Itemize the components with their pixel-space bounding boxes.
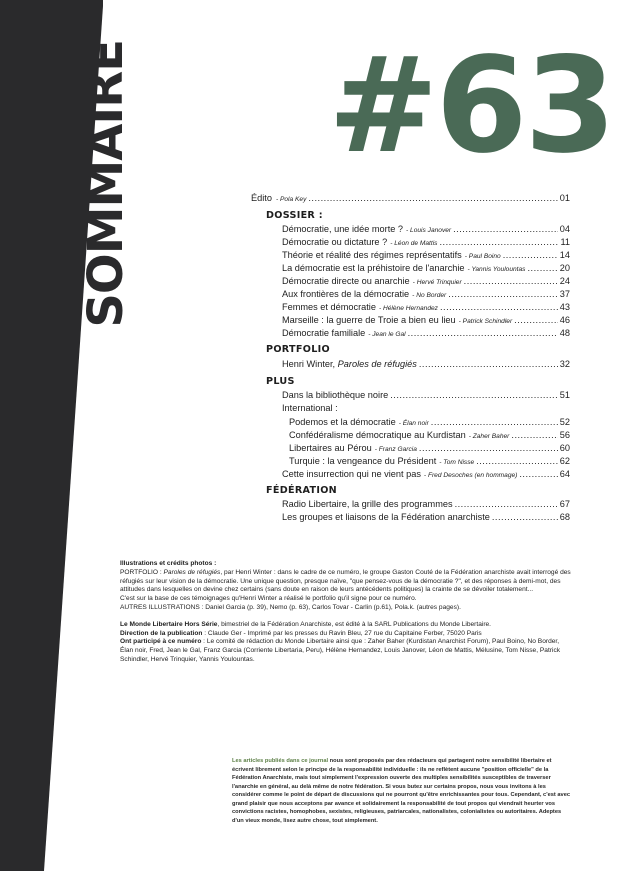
dot-leader xyxy=(476,456,558,466)
credits-other-illustrations: AUTRES ILLUSTRATIONS : Daniel Garcia (p. 39), Nemo (p. 63), Carlos Tovar - Carlin (p.61), Pola.k. (autres pages). xyxy=(120,603,461,611)
toc-item[interactable] xyxy=(282,469,570,479)
credits-heading-text: Illustrations et crédits photos : xyxy=(120,560,217,567)
dot-leader xyxy=(431,417,558,427)
toc-item-page: 20 xyxy=(559,263,570,273)
toc-item-page: 43 xyxy=(559,302,570,312)
toc-item-author: - No Border xyxy=(412,292,447,299)
toc-subheading xyxy=(282,403,338,413)
toc-item-page: 67 xyxy=(559,499,570,509)
credits-portfolio-text: , par Henri Winter : dans le cadre de ce numéro, le groupe Gaston Couté de la Fédération anarchiste avait interrogé des réfugiés sur leur vision de la démocratie. Une unique question, presque naïve, "que pensez-vous de la démocratie ?", et des réponses à demi-mot, des attitudes dans lesquelles on devine chez certains (sans doute en raison de leurs antécédents politiques) la crainte de se dévoiler totalement... xyxy=(120,568,571,594)
toc-item[interactable] xyxy=(289,430,570,440)
toc-item-page: 51 xyxy=(559,390,570,400)
credits-heading xyxy=(120,560,574,569)
editorial-notice-highlight: Les articles publiés dans ce journal xyxy=(232,758,329,764)
toc-item-author: - Patrick Schindler xyxy=(458,318,513,325)
credits-direction-text: : Claude Ger - Imprimé par les presses du Ravin Bleu, 27 rue du Capitaine Ferber, 75020 Paris xyxy=(202,629,482,637)
section-heading-federation: FÉDÉRATION xyxy=(266,485,337,496)
toc-item[interactable] xyxy=(282,276,570,286)
toc-item-title: Radio Libertaire, la grille des programmes xyxy=(282,499,453,509)
toc-item-page: 37 xyxy=(559,289,570,299)
toc-item-title: Démocratie directe ou anarchie xyxy=(282,276,410,286)
dot-leader xyxy=(453,224,558,234)
toc-item-title: Aux frontières de la démocratie xyxy=(282,289,410,299)
dot-leader xyxy=(455,499,558,509)
toc-item-title: Théorie et réalité des régimes représentatifs xyxy=(282,250,462,260)
toc-item-title: Dans la bibliothèque noire xyxy=(282,390,389,400)
toc-item-title: La démocratie est la préhistoire de l'anarchie xyxy=(282,263,465,273)
toc-item[interactable] xyxy=(289,443,570,453)
credits-contributors-text: : Le comité de rédaction du Monde Libertaire ainsi que : Zaher Baher (Kurdistan Anarchist Forum), Paul Boino, No Border, Élan noir, Fred, Jean le Gal, Franz Garcia (Corriente Libertaria, Peru), Hélène Hernandez, Louis Janover, Léon de Mattis, Mélusine, Tom Nisse, Patrick Schindler, Hervé Trinquier, Yannis Youlountas. xyxy=(120,638,561,663)
toc-item-title: Podemos et la démocratie xyxy=(289,417,396,427)
toc-edito[interactable] xyxy=(251,193,570,203)
toc-item[interactable] xyxy=(282,328,570,338)
toc-item-page: 46 xyxy=(559,315,570,325)
toc-edito-author: - Pola Key xyxy=(275,196,307,203)
credits-portfolio xyxy=(120,569,574,595)
toc-edito-page: 01 xyxy=(559,193,570,203)
toc-item-author: - Zaher Baher xyxy=(468,433,510,440)
dot-leader xyxy=(464,276,558,286)
dot-leader xyxy=(527,263,557,273)
toc-item-title: Marseille : la guerre de Troie a bien eu lieu xyxy=(282,315,456,325)
toc-item-author: - Hélène Hernandez xyxy=(378,305,438,312)
dot-leader xyxy=(514,315,558,325)
toc-item-page: 62 xyxy=(559,456,570,466)
toc-item[interactable] xyxy=(282,250,570,260)
toc-item-title: Libertaires au Pérou xyxy=(289,443,372,453)
credits-portfolio-title: Paroles de réfugiés xyxy=(163,568,221,576)
toc-item-page: 48 xyxy=(559,328,570,338)
toc-item-page: 56 xyxy=(559,430,570,440)
dot-leader xyxy=(390,390,558,400)
section-heading-plus: PLUS xyxy=(266,376,295,387)
toc-item-title: Démocratie, une idée morte ? xyxy=(282,224,404,234)
credits-publisher xyxy=(120,621,574,630)
toc-item-page: 52 xyxy=(559,417,570,427)
dot-leader xyxy=(492,512,558,522)
toc-edito-title: Édito xyxy=(251,193,272,203)
toc-item-author: - Élan noir xyxy=(398,420,429,427)
toc-item-author: - Jean le Gal xyxy=(368,331,406,338)
toc-item[interactable] xyxy=(282,224,570,234)
toc-item-page: 60 xyxy=(559,443,570,453)
editorial-notice-text: nous sont proposés par des rédacteurs qui partagent notre sensibilité libertaire et écrivent librement selon le principe de la responsabilité individuelle : ils ne reflètent aucune "position officielle" de la Fédération Anarchiste, mais tout simplement l'expression ouverte des multiples sensibilités susceptibles de traverser l'anarchie en général, au delà même de notre fédération. Si vous butez sur certains propos, nous vous invitons à les considérer comme le point de départ de discussions qui ne pourront qu'être enrichissantes pour tous. Cependant, c'est avec grand plaisir que nous acceptons par avance et solidairement la responsabilité de tout propos qui viendrait heurter vos convictions racistes, homophobes, sexistes, religieuses, patriarcales, nationalistes, colonialistes ou autoritaires. Adeptes d'un vieux monde, lisez autre chose, tout simplement. xyxy=(232,758,571,824)
dot-leader xyxy=(419,443,558,453)
credits-block xyxy=(120,560,574,665)
toc-item-title: Femmes et démocratie xyxy=(282,302,376,312)
section-heading-portfolio: PORTFOLIO xyxy=(266,344,330,355)
toc-item-title: Confédéralisme démocratique au Kurdistan xyxy=(289,430,466,440)
credits-contributors xyxy=(120,638,574,664)
credits-publisher-name: Le Monde Libertaire Hors Série xyxy=(120,620,218,628)
toc-item[interactable] xyxy=(282,359,570,369)
toc-item-page: 11 xyxy=(560,237,570,247)
toc-item[interactable] xyxy=(282,499,570,509)
toc-item[interactable] xyxy=(282,237,570,247)
dot-leader xyxy=(308,193,557,203)
toc-item[interactable] xyxy=(282,390,570,400)
credits-direction xyxy=(120,630,574,639)
dot-leader xyxy=(448,289,558,299)
credits-portfolio-note: C'est sur la base de ces témoignages qu'Henri Winter a réalisé le portfolio qu'il signe pour ce numéro. xyxy=(120,595,417,603)
toc-item-author: - Léon de Mattis xyxy=(390,240,438,247)
toc-item-title xyxy=(282,359,417,369)
toc-item-title: Démocratie ou dictature ? xyxy=(282,237,388,247)
toc-item[interactable] xyxy=(289,456,570,466)
toc-item-author: - Louis Janover xyxy=(406,227,452,234)
toc-item-page: 04 xyxy=(559,224,570,234)
credits-contributors-label: Ont participé à ce numéro xyxy=(120,638,202,646)
toc-item[interactable] xyxy=(289,417,570,427)
toc-item-title-italic: Paroles de réfugiés xyxy=(337,359,417,369)
dot-leader xyxy=(439,237,558,247)
toc-item-page: 14 xyxy=(559,250,570,260)
issue-number: #63 xyxy=(328,29,614,183)
dot-leader xyxy=(419,359,558,369)
toc-item-page: 24 xyxy=(559,276,570,286)
toc-item[interactable] xyxy=(282,289,570,299)
dot-leader xyxy=(440,302,558,312)
toc-item-author: - Franz Garcia xyxy=(374,446,417,453)
toc-item-title: Démocratie familiale xyxy=(282,328,366,338)
toc-item[interactable] xyxy=(282,302,570,312)
toc-item[interactable] xyxy=(282,315,570,325)
toc-item-author: - Fred Desoches (en hommage) xyxy=(423,472,518,479)
toc-item-page: 68 xyxy=(559,512,570,522)
credits-publisher-text: , bimestriel de la Fédération Anarchiste, est édité à la SARL Publications du Monde Libertaire. xyxy=(217,620,492,628)
toc-item-page: 32 xyxy=(559,359,570,369)
toc-item-page: 64 xyxy=(559,469,570,479)
sommaire-title: SOMMAIRE xyxy=(78,40,134,328)
section-heading-dossier: DOSSIER : xyxy=(266,210,323,221)
toc-item-title-text: Henri Winter, xyxy=(282,359,336,369)
toc-item[interactable] xyxy=(282,512,570,522)
dot-leader xyxy=(503,250,558,260)
toc-item-author: - Paul Boino xyxy=(464,253,501,260)
toc-item-title: Turquie : la vengeance du Président xyxy=(289,456,437,466)
toc-item-title: Cette insurrection qui ne vient pas xyxy=(282,469,421,479)
credits-direction-label: Direction de la publication xyxy=(120,629,203,637)
dot-leader xyxy=(408,328,558,338)
credits-portfolio-label: PORTFOLIO : xyxy=(120,568,162,576)
dot-leader xyxy=(519,469,557,479)
toc-item-author: - Hervé Trinquier xyxy=(412,279,462,286)
editorial-notice xyxy=(232,757,574,825)
toc-subheading-label: International : xyxy=(282,403,338,413)
toc-item-title: Les groupes et liaisons de la Fédération anarchiste xyxy=(282,512,490,522)
toc-item[interactable] xyxy=(282,263,570,273)
credits-spacer xyxy=(120,613,574,621)
toc-item-author: - Yannis Youlountas xyxy=(467,266,526,273)
dot-leader xyxy=(511,430,557,440)
toc-item-author: - Tom Nisse xyxy=(439,459,475,466)
